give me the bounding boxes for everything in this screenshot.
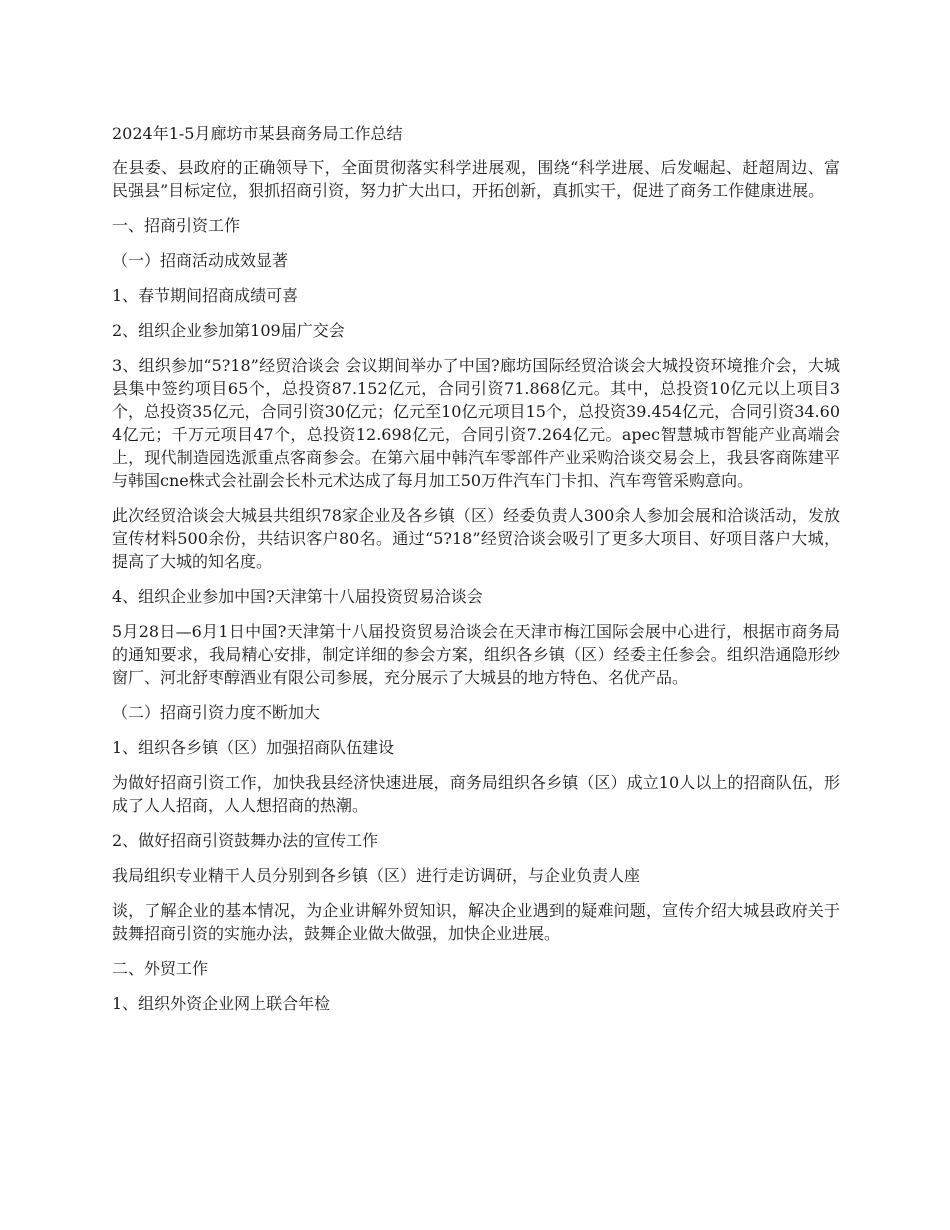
- section-heading-2: 二、外贸工作: [112, 959, 209, 978]
- document-page: [112, 122, 840, 1027]
- paragraph-body: 此次经贸洽谈会大城县共组织78家企业及各乡镇（区）经委负责人300余人参加会展和洽谈活动，发放宣传材料500余份，共结识客户80名。通过“5?18”经贸洽谈会吸引了更多大项目、好项目落户大城，提高了大城的知名度。: [112, 506, 840, 571]
- paragraph-body: 我局组织专业精干人员分别到各乡镇（区）进行走访调研，与企业负责人座: [112, 866, 641, 885]
- paragraph-body: 谈，了解企业的基本情况，为企业讲解外贸知识，解决企业遇到的疑难问题，宣传介绍大城县政府关于鼓舞招商引资的实施办法，鼓舞企业做大做强，加快企业进展。: [112, 901, 840, 943]
- paragraph-body: 5月28日—6月1日中国?天津第十八届投资贸易洽谈会在天津市梅江国际会展中心进行，根据市商务局的通知要求，我局精心安排，制定详细的参会方案，组织各乡镇（区）经委主任参会。组织浩通隐形纱窗厂、河北舒枣醇酒业有限公司参展，充分展示了大城县的地方特色、名优产品。: [112, 622, 840, 687]
- subsection-heading-1: （一）招商活动成效显著: [112, 251, 289, 270]
- document-title: 2024年1-5月廊坊市某县商务局工作总结: [112, 124, 403, 143]
- item-heading: 4、组织企业参加中国?天津第十八届投资贸易洽谈会: [112, 587, 483, 606]
- section-heading-1: 一、招商引资工作: [112, 216, 241, 235]
- paragraph-intro: 在县委、县政府的正确领导下，全面贯彻落实科学进展观，围绕“科学进展、后发崛起、赶超周边、富民强县”目标定位，狠抓招商引资，努力扩大出口，开拓创新，真抓实干，促进了商务工作健康进展。: [112, 158, 840, 200]
- paragraph-body: 3、组织参加“5?18”经贸洽谈会 会议期间举办了中国?廊坊国际经贸洽谈会大城投资环境推介会，大城县集中签约项目65个，总投资87.152亿元，合同引资71.868亿元。其中，总投资10亿元以上项目3个，总投资35亿元，合同引资30亿元；亿元至10亿元项目15个，总投资39.454亿元，合同引资34.604亿元；千万元项目47个，总投资12.698亿元，合同引资7.264亿元。apec智慧城市智能产业高端会上，现代制造园选派重点客商参会。在第六届中韩汽车零部件产业采购洽谈交易会上，我县客商陈建平与韩国cne株式会社副会长朴元术达成了每月加工50万件汽车门卡扣、汽车弯管采购意向。: [112, 356, 840, 490]
- item-heading: 2、做好招商引资鼓舞办法的宣传工作: [112, 831, 379, 850]
- paragraph-body: 为做好招商引资工作，加快我县经济快速进展，商务局组织各乡镇（区）成立10人以上的招商队伍，形成了人人招商，人人想招商的热潮。: [112, 773, 840, 815]
- item-heading: 2、组织企业参加第109届广交会: [112, 321, 345, 340]
- item-heading: 1、组织各乡镇（区）加强招商队伍建设: [112, 738, 395, 757]
- item-heading: 1、组织外资企业网上联合年检: [112, 994, 331, 1013]
- item-heading: 1、春节期间招商成绩可喜: [112, 286, 299, 305]
- subsection-heading-2: （二）招商引资力度不断加大: [112, 703, 321, 722]
